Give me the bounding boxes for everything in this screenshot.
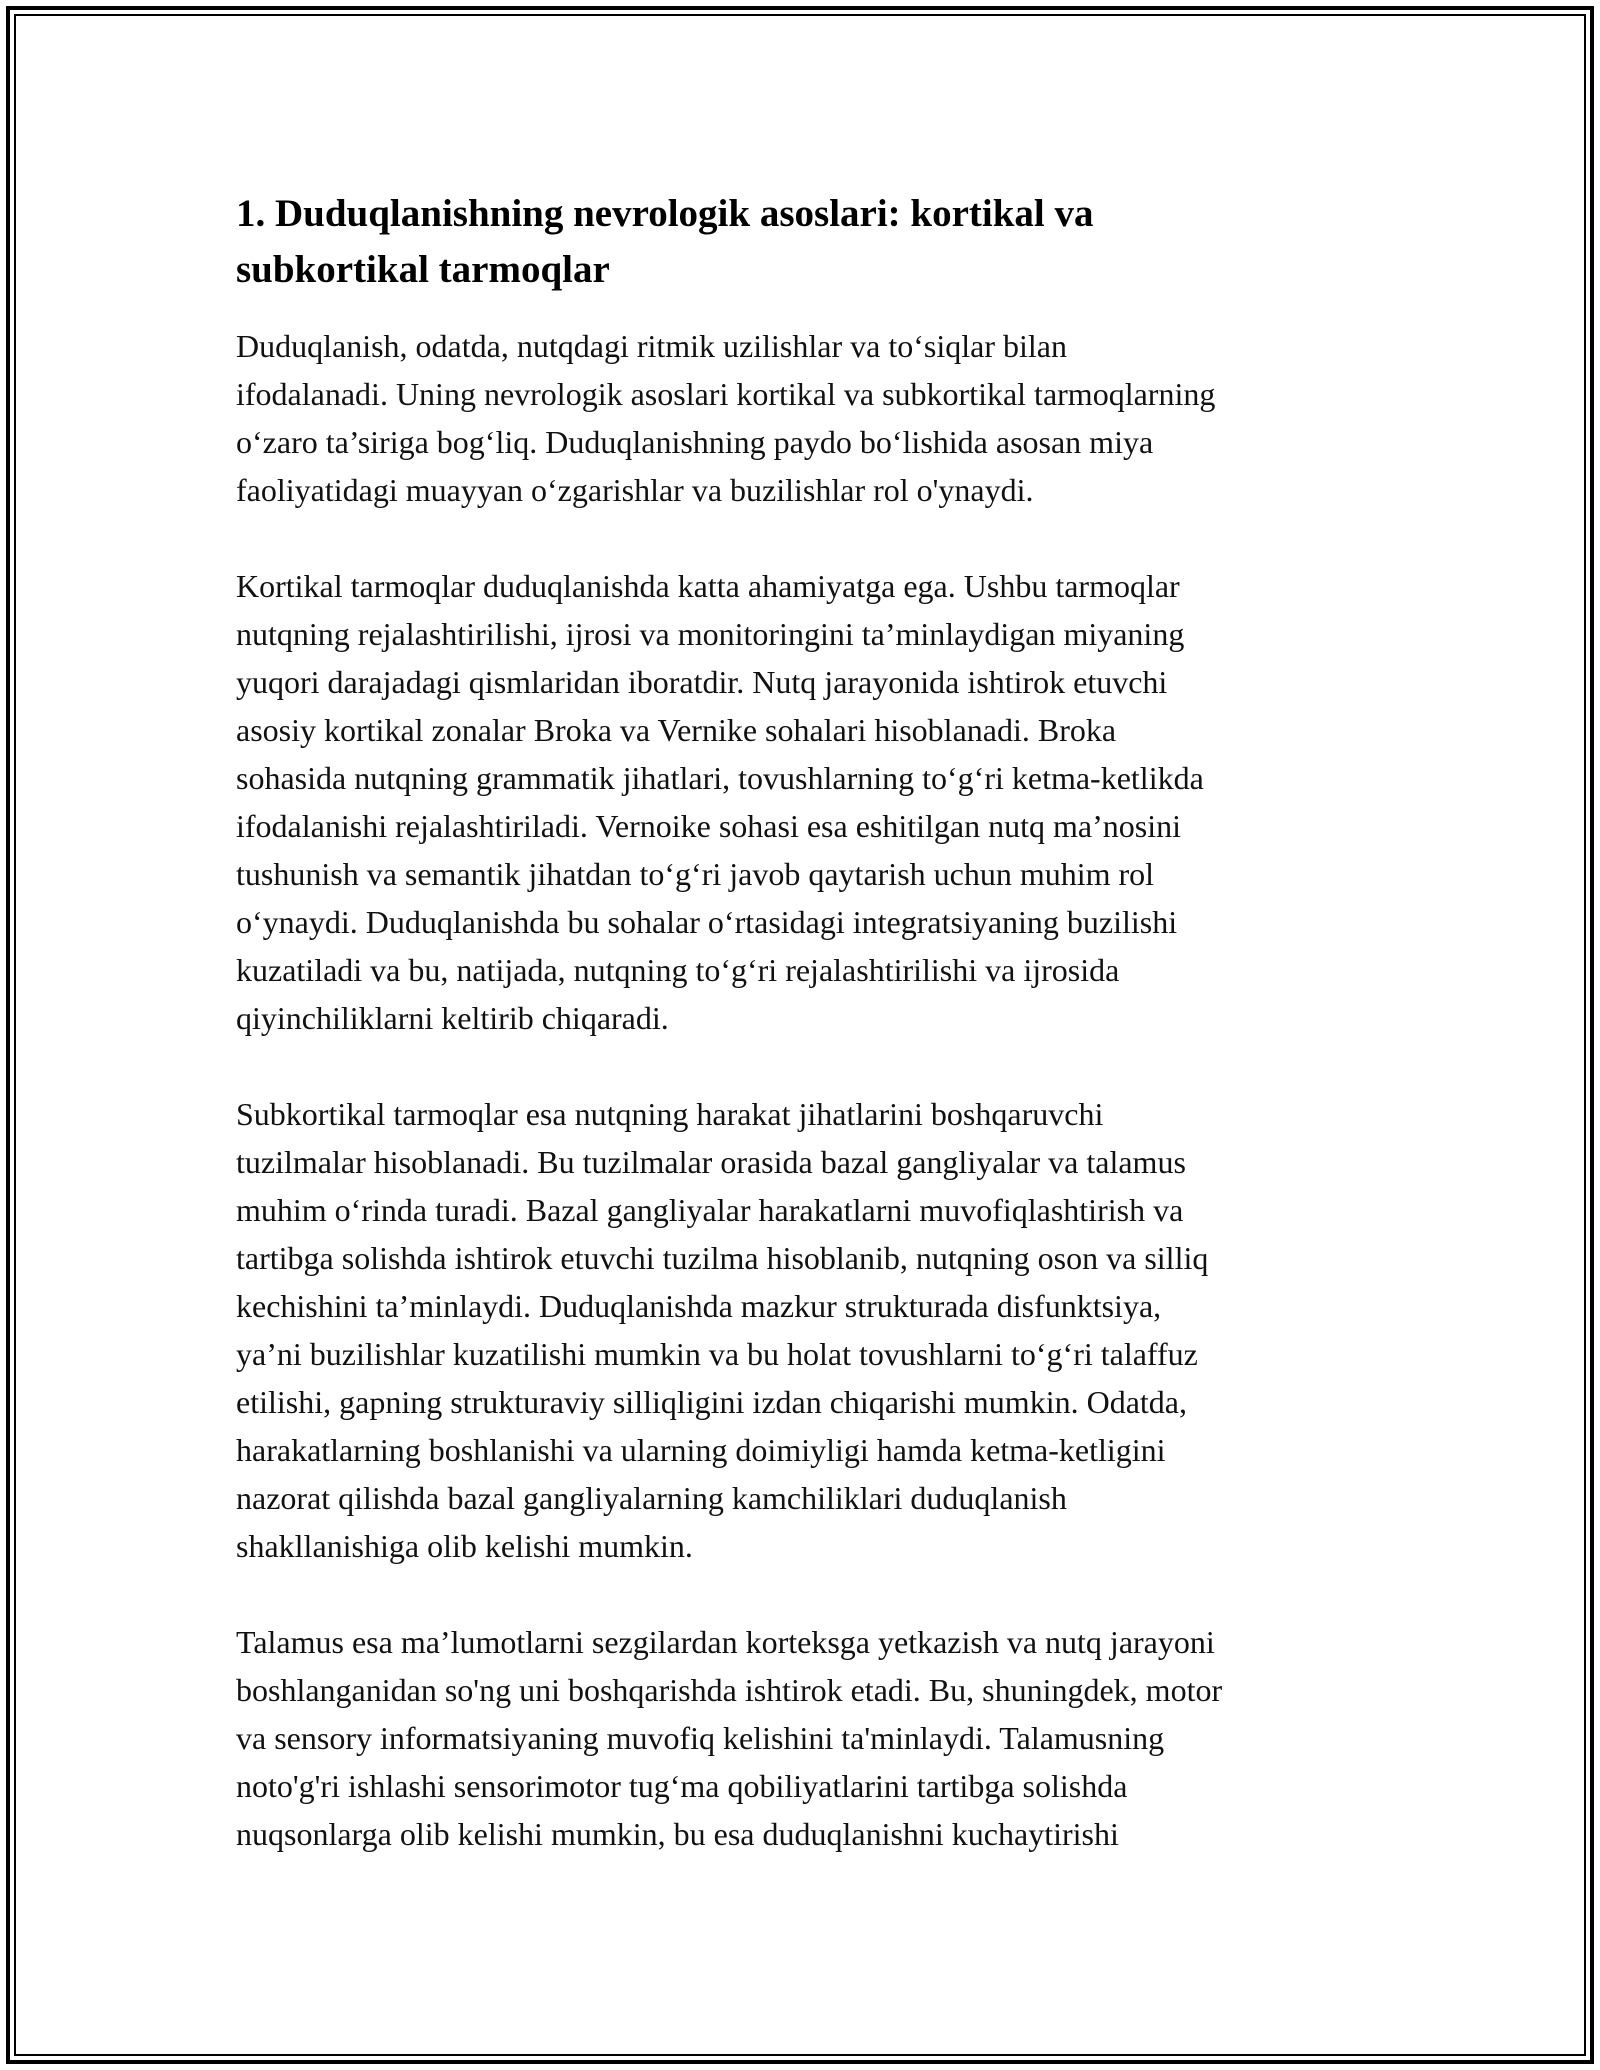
- document-body: [236, 186, 1396, 1858]
- paragraph-thalamus: Talamus esa ma’lumotlarni sezgilardan korteksga yetkazish va nutq jarayoni boshlanganidan so'ng uni boshqarishda ishtirok etadi. Bu, shuningdek, motor va sensory informatsiyaning muvofiq kelishini ta'minlaydi. Talamusning noto'g'ri ishlashi sensorimotor tug‘ma qobiliyatlarini tartibga solishda nuqsonlarga olib kelishi mumkin, bu esa duduqlanishni kuchaytirishi: [236, 1624, 1223, 1852]
- paragraph-cortical: Kortikal tarmoqlar duduqlanishda katta ahamiyatga ega. Ushbu tarmoqlar nutqning rejalashtirilishi, ijrosi va monitoringini ta’minlaydigan miyaning yuqori darajadagi qismlaridan iboratdir. Nutq jarayonida ishtirok etuvchi asosiy kortikal zonalar Broka va Vernike sohalari hisoblanadi. Broka sohasida nutqning grammatik jihatlari, tovushlarning to‘g‘ri ketma-ketlikda ifodalanishi rejalashtiriladi. Vernoike sohasi esa eshitilgan nutq ma’nosini tushunish va semantik jihatdan to‘g‘ri javob qaytarish uchun muhim rol o‘ynaydi. Duduqlanishda bu sohalar o‘rtasidagi integratsiyaning buzilishi kuzatiladi va bu, natijada, nutqning to‘g‘ri rejalashtirilishi va ijrosida qiyinchiliklarni keltirib chiqaradi.: [236, 568, 1204, 1036]
- paragraph-subcortical: Subkortikal tarmoqlar esa nutqning harakat jihatlarini boshqaruvchi tuzilmalar hisoblanadi. Bu tuzilmalar orasida bazal gangliyalar va talamus muhim o‘rinda turadi. Bazal gangliyalar harakatlarni muvofiqlashtirish va tartibga solishda ishtirok etuvchi tuzilma hisoblanib, nutqning oson va silliq kechishini ta’minlaydi. Duduqlanishda mazkur strukturada disfunktsiya, ya’ni buzilishlar kuzatilishi mumkin va bu holat tovushlarni to‘g‘ri talaffuz etilishi, gapning strukturaviy silliqligini izdan chiqarishi mumkin. Odatda, harakatlarning boshlanishi va ularning doimiyligi hamda ketma-ketligini nazorat qilishda bazal gangliyalarning kamchiliklari duduqlanish shakllanishiga olib kelishi mumkin.: [236, 1096, 1209, 1564]
- paragraph-intro: Duduqlanish, odatda, nutqdagi ritmik uzilishlar va to‘siqlar bilan ifodalanadi. Uning nevrologik asoslari kortikal va subkortikal tarmoqlarning o‘zaro ta’siriga bog‘liq. Duduqlanishning paydo bo‘lishida asosan miya faoliyatidagi muayyan o‘zgarishlar va buzilishlar rol o'ynaydi.: [236, 328, 1216, 508]
- section-heading: 1. Duduqlanishning nevrologik asoslari: kortikal va subkortikal tarmoqlar: [236, 192, 1094, 291]
